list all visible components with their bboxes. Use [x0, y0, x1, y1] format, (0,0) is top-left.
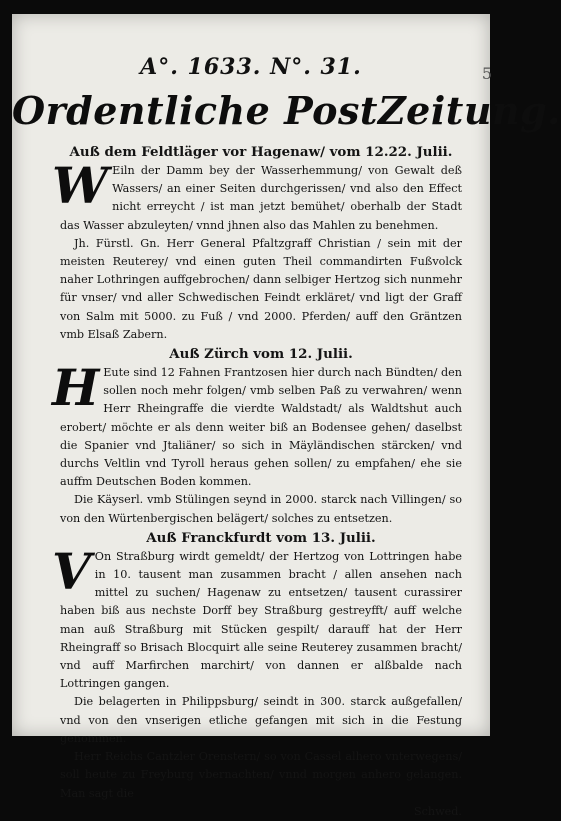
drop-cap: V	[52, 541, 91, 601]
paragraph: Die Käyserl. vmb Stülingen seynd in 2000. starck nach Villingen/ so von den Würtenbergischen belägert/ solches zu entsetzen.	[60, 493, 462, 525]
paragraph-text: Eiln der Damm bey der Wasserhemmung/ von Gewalt deß Wassers/ an einer Seiten durchgerissen/ vnd also den Effect nicht erreycht / ist man jetzt bemühet/ oberhalb der Stadt das Wasser abzuleyten/ vnnd jhnen also das Mahlen zu benehmen.	[60, 164, 462, 232]
paragraph-text: Eute sind 12 Fahnen Frantzosen hier durch nach Bündten/ den sollen noch mehr folgen/ vmb selben Paß zu verwahren/ wenn Herr Rheingraffe die vierdte Waldstadt/ als Waldtshut auch erobert/ möchte er als denn weiter biß an Bodensee gehen/ daselbst die Spanier vnd Jtaliäner/ so sich in Mäyländischen stärcken/ vnd durchs Veltlin vnd Tyroll heraus gehen sollen/ zu empfahen/ ehe sie auffm Deutschen Boden kommen.	[60, 366, 462, 489]
margin-mark: 5	[481, 64, 492, 83]
paragraph	[52, 358, 462, 491]
section-heading: Auß Franckfurdt vom 13. Julii.	[146, 529, 376, 546]
masthead-title: Ordentliche PostZeitung.	[12, 88, 561, 133]
section-heading: Auß Zürch vom 12. Julii.	[169, 346, 353, 363]
paragraph: Herr Reichs Cantzler Orenstern/ so von Cassel alhero vnterwegens/ soll heute zu Freyburg vbernachten/ vnnd morgen anhero gelangen. Man sagt die	[60, 750, 462, 800]
paragraph: Die belagerten in Philippsburg/ seindt in 300. starck außgefallen/ vnd von den vnserigen etliche gefangen mit sich in die Festung genommen.	[60, 695, 462, 745]
newspaper-page	[12, 14, 561, 818]
paragraph: Jh. Fürstl. Gn. Herr General Pfaltzgraff Christian / sein mit der meisten Reuterey/ vnd einen guten Theil commandirten Fußvolck naher Lothringen auffgebrochen/ dann selbiger Hertzog sich nunmehr für vnser/ vnd aller Schwedischen Feindt erkläret/ vnd ligt der Graff von Salm mit 5000. zu Fuß / vnd 2000. Pferden/ auff den Gräntzen vmb Elsaß Zabern.	[60, 236, 462, 341]
paragraph-text: On Straßburg wirdt gemeldt/ der Hertzog von Lottringen habe in 10. tausent man zusammen bracht / allen ansehen nach mittel zu suchen/ Hagenaw zu entsetzen/ tausent curassirer haben biß aus nechste Dorff bey Straßburg gestreyfft/ auff welche man auß Straßburg mit Stücken gespilt/ darauff hat der Herr Rheingraff so Brisach Blocquirt alle seine Reuterey zusammen bracht/ vnd auff Marfirchen marchirt/ von dannen er alßbalde nach Lottringen gangen.	[60, 549, 462, 691]
issue-number: A°. 1633. N°. 31.	[140, 54, 362, 80]
catchword: Schwed.	[413, 804, 462, 818]
paragraph	[52, 541, 462, 694]
drop-cap: W	[52, 156, 109, 215]
section-heading: Auß dem Feldtläger vor Hagenaw/ vom 12.22. Julii.	[69, 144, 453, 160]
drop-cap: H	[52, 358, 100, 418]
article-body	[52, 142, 462, 821]
paragraph	[52, 156, 462, 235]
